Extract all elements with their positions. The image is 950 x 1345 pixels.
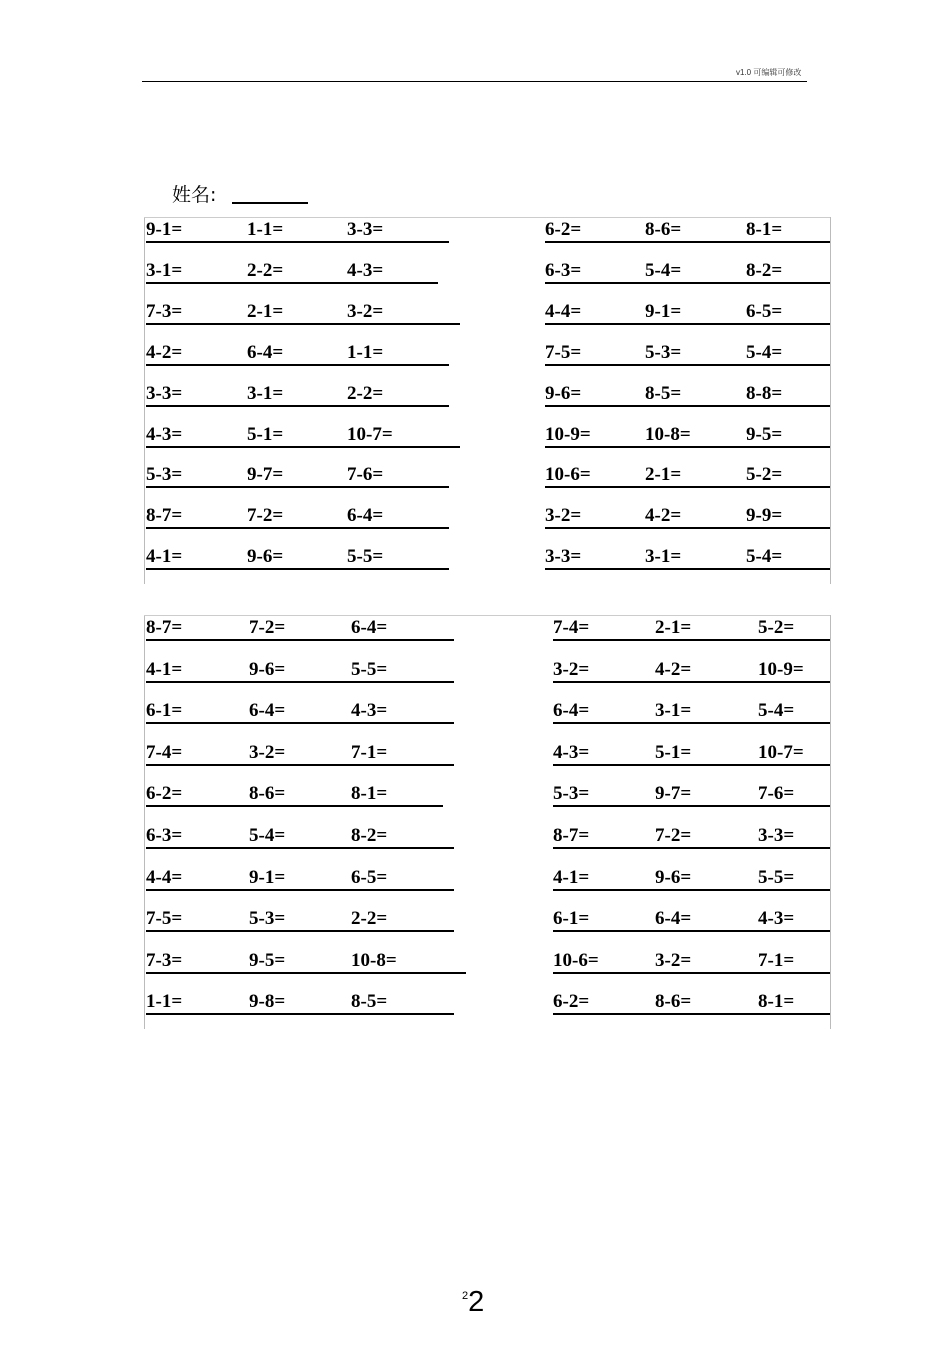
problem-text: 8-7=	[146, 617, 183, 638]
problem-text: 9-7=	[655, 783, 692, 805]
problem-text: 3-2=	[249, 741, 286, 763]
header-version: v1.0 可编辑可修改	[736, 68, 802, 77]
problem-text: 10-8=	[351, 949, 397, 971]
problem-text: 6-1=	[553, 908, 590, 930]
answer-line	[146, 764, 454, 766]
problem-text: 6-5=	[746, 300, 783, 322]
section-1-top-edge	[144, 217, 830, 218]
problem-text: 10-7=	[347, 423, 393, 445]
problem-row	[146, 424, 460, 448]
problem-text: 6-1=	[146, 700, 183, 722]
problem-text: 4-3=	[553, 741, 590, 763]
answer-line	[545, 241, 830, 243]
problem-text: 1-1=	[247, 219, 284, 240]
problem-text: 1-1=	[347, 341, 384, 363]
problem-text: 7-3=	[146, 300, 183, 322]
problem-row	[146, 219, 449, 243]
problem-row	[146, 991, 454, 1015]
problem-text: 8-6=	[645, 219, 682, 240]
problem-row	[146, 617, 454, 641]
problem-text: 6-4=	[351, 617, 388, 638]
problem-text: 2-2=	[351, 908, 388, 930]
problem-text: 6-2=	[545, 219, 582, 240]
problem-text: 4-1=	[553, 866, 590, 888]
problem-text: 5-5=	[347, 546, 384, 568]
problem-text: 6-3=	[545, 259, 582, 281]
problem-row	[553, 991, 830, 1015]
problem-text: 4-1=	[146, 546, 183, 568]
problem-row	[146, 342, 449, 366]
problem-text: 6-2=	[553, 991, 590, 1013]
problem-text: 7-5=	[146, 908, 183, 930]
answer-line	[553, 681, 830, 683]
problem-row	[545, 424, 830, 448]
answer-line	[545, 405, 830, 407]
problem-row	[553, 700, 830, 724]
problem-text: 9-1=	[645, 300, 682, 322]
answer-line	[553, 805, 830, 807]
answer-line	[545, 486, 830, 488]
problem-text: 5-2=	[746, 464, 783, 486]
problem-row	[146, 659, 454, 683]
problem-text: 9-5=	[249, 949, 286, 971]
problem-text: 4-1=	[146, 658, 183, 680]
name-row	[172, 180, 308, 206]
problem-row	[553, 617, 830, 641]
answer-line	[553, 764, 830, 766]
problem-row	[545, 464, 830, 488]
problem-text: 4-2=	[146, 341, 183, 363]
answer-line	[146, 241, 449, 243]
problem-row	[545, 342, 830, 366]
problem-text: 9-6=	[247, 546, 284, 568]
problem-text: 5-3=	[249, 908, 286, 930]
problem-text: 9-1=	[249, 866, 286, 888]
problem-row	[553, 950, 830, 974]
problem-row	[553, 825, 830, 849]
problem-row	[545, 383, 830, 407]
problem-text: 8-2=	[746, 259, 783, 281]
problem-row	[146, 301, 460, 325]
answer-line	[146, 282, 438, 284]
problem-text: 4-4=	[146, 866, 183, 888]
problem-text: 2-2=	[347, 382, 384, 404]
problem-text: 6-4=	[655, 908, 692, 930]
problem-text: 9-5=	[746, 423, 783, 445]
section-1-right-edge	[830, 217, 831, 584]
problem-text: 5-4=	[746, 341, 783, 363]
problem-text: 10-9=	[758, 658, 804, 680]
problem-row	[146, 260, 438, 284]
problem-text: 8-6=	[249, 783, 286, 805]
problem-text: 7-5=	[545, 341, 582, 363]
page-number	[462, 1286, 484, 1319]
problem-text: 10-6=	[545, 464, 591, 486]
problem-text: 8-6=	[655, 991, 692, 1013]
problem-text: 5-5=	[758, 866, 795, 888]
problem-text: 7-3=	[146, 949, 183, 971]
problem-row	[553, 783, 830, 807]
problem-text: 8-1=	[351, 783, 388, 805]
problem-text: 8-5=	[351, 991, 388, 1013]
problem-text: 10-9=	[545, 423, 591, 445]
answer-line	[146, 405, 449, 407]
problem-text: 2-2=	[247, 259, 284, 281]
problem-text: 5-2=	[758, 617, 795, 638]
problem-row	[146, 783, 443, 807]
answer-line	[146, 323, 460, 325]
problem-row	[553, 659, 830, 683]
problem-text: 5-4=	[746, 546, 783, 568]
problem-text: 5-4=	[645, 259, 682, 281]
problem-text: 1-1=	[146, 991, 183, 1013]
problem-text: 3-3=	[545, 546, 582, 568]
answer-line	[146, 847, 454, 849]
problem-row	[146, 950, 466, 974]
problem-text: 7-1=	[351, 741, 388, 763]
answer-line	[553, 847, 830, 849]
problem-text: 3-2=	[545, 505, 582, 527]
problem-text: 4-3=	[146, 423, 183, 445]
problem-text: 5-3=	[645, 341, 682, 363]
name-blank	[232, 202, 308, 204]
answer-line	[553, 1013, 830, 1015]
problem-text: 7-2=	[247, 505, 284, 527]
answer-line	[146, 639, 454, 641]
problem-text: 6-4=	[249, 700, 286, 722]
answer-line	[553, 639, 830, 641]
problem-text: 9-6=	[655, 866, 692, 888]
answer-line	[545, 446, 830, 448]
problem-text: 4-3=	[347, 259, 384, 281]
problem-text: 7-6=	[758, 783, 795, 805]
answer-line	[146, 527, 449, 529]
answer-line	[146, 486, 449, 488]
problem-text: 3-2=	[553, 658, 590, 680]
answer-line	[553, 722, 830, 724]
answer-line	[545, 282, 830, 284]
problem-text: 7-4=	[553, 617, 590, 638]
problem-text: 3-1=	[247, 382, 284, 404]
problem-text: 4-2=	[645, 505, 682, 527]
problem-text: 10-8=	[645, 423, 691, 445]
section-2-right-edge	[830, 615, 831, 1029]
problem-text: 8-2=	[351, 825, 388, 846]
problem-text: 7-2=	[249, 617, 286, 638]
answer-line	[146, 930, 454, 932]
problem-text: 9-8=	[249, 991, 286, 1013]
problem-text: 9-6=	[545, 382, 582, 404]
problem-text: 2-1=	[247, 300, 284, 322]
problem-text: 8-5=	[645, 382, 682, 404]
problem-text: 5-3=	[553, 783, 590, 805]
answer-line	[553, 930, 830, 932]
problem-text: 5-1=	[655, 741, 692, 763]
problem-text: 4-2=	[655, 658, 692, 680]
problem-text: 9-1=	[146, 219, 183, 240]
problem-text: 3-1=	[655, 700, 692, 722]
answer-line	[146, 722, 454, 724]
page-number-small: 2	[462, 1290, 469, 1302]
page-number-big: 2	[468, 1286, 485, 1318]
name-label: 姓名:	[172, 184, 217, 206]
problem-text: 3-1=	[146, 259, 183, 281]
problem-row	[146, 908, 454, 932]
problem-text: 10-7=	[758, 741, 804, 763]
answer-line	[553, 972, 830, 974]
problem-row	[553, 908, 830, 932]
problem-text: 7-6=	[347, 464, 384, 486]
problem-text: 3-3=	[347, 219, 384, 240]
problem-row	[553, 867, 830, 891]
problem-text: 5-3=	[146, 464, 183, 486]
problem-text: 3-1=	[645, 546, 682, 568]
problem-text: 10-6=	[553, 949, 599, 971]
problem-text: 6-4=	[553, 700, 590, 722]
problem-row	[545, 260, 830, 284]
section-2-left-edge	[144, 615, 145, 1029]
problem-row	[553, 742, 830, 766]
problem-row	[146, 383, 449, 407]
answer-line	[146, 681, 454, 683]
problem-text: 6-5=	[351, 866, 388, 888]
problem-row	[146, 464, 449, 488]
answer-line	[146, 364, 449, 366]
answer-line	[146, 972, 466, 974]
problem-text: 7-1=	[758, 949, 795, 971]
problem-row	[545, 505, 830, 529]
problem-text: 9-6=	[249, 658, 286, 680]
section-1-left-edge	[144, 217, 145, 584]
problem-row	[146, 505, 449, 529]
problem-text: 8-7=	[553, 825, 590, 846]
problem-row	[146, 825, 454, 849]
problem-text: 5-1=	[247, 423, 284, 445]
answer-line	[545, 568, 830, 570]
problem-row	[146, 867, 454, 891]
problem-text: 6-4=	[347, 505, 384, 527]
answer-line	[146, 446, 460, 448]
problem-text: 5-4=	[249, 825, 286, 846]
problem-text: 4-3=	[758, 908, 795, 930]
problem-text: 7-4=	[146, 741, 183, 763]
problem-text: 4-4=	[545, 300, 582, 322]
problem-text: 5-5=	[351, 658, 388, 680]
problem-text: 2-1=	[645, 464, 682, 486]
problem-row	[545, 301, 830, 325]
answer-line	[146, 1013, 454, 1015]
answer-line	[146, 889, 454, 891]
answer-line	[545, 527, 830, 529]
problem-text: 7-2=	[655, 825, 692, 846]
problem-row	[146, 546, 449, 570]
problem-text: 8-1=	[758, 991, 795, 1013]
problem-text: 8-7=	[146, 505, 183, 527]
problem-text: 2-1=	[655, 617, 692, 638]
problem-text: 6-2=	[146, 783, 183, 805]
problem-text: 3-2=	[655, 949, 692, 971]
problem-row	[146, 700, 454, 724]
problem-text: 3-3=	[758, 825, 795, 846]
answer-line	[545, 364, 830, 366]
problem-text: 6-4=	[247, 341, 284, 363]
answer-line	[146, 805, 443, 807]
problem-text: 8-8=	[746, 382, 783, 404]
problem-text: 6-3=	[146, 825, 183, 846]
problem-text: 5-4=	[758, 700, 795, 722]
problem-text: 9-9=	[746, 505, 783, 527]
answer-line	[553, 889, 830, 891]
problem-text: 4-3=	[351, 700, 388, 722]
header-rule	[142, 81, 807, 82]
problem-row	[545, 219, 830, 243]
problem-text: 9-7=	[247, 464, 284, 486]
answer-line	[545, 323, 830, 325]
problem-text: 3-3=	[146, 382, 183, 404]
section-2-top-edge	[144, 615, 830, 616]
problem-row	[146, 742, 454, 766]
problem-text: 3-2=	[347, 300, 384, 322]
answer-line	[146, 568, 449, 570]
problem-text: 8-1=	[746, 219, 783, 240]
problem-row	[545, 546, 830, 570]
